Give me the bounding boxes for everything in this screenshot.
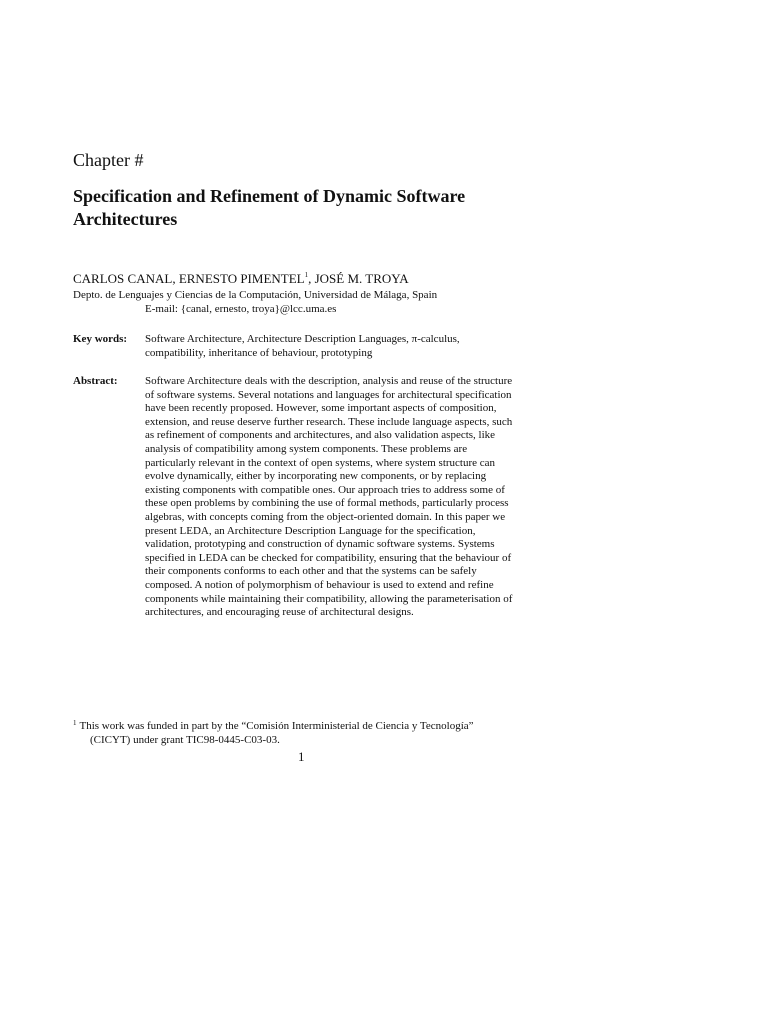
abstract-text: Software Architecture deals with the description, analysis and reuse of the structure of software systems. Several notations and languages for architectural specification have been recently proposed. However, some important aspects of composition, extension, and reuse deserve further research. These include language aspects, such as refinement of components and architectures, and also validation aspects, like analysis of compatibility among system components. These problems are particularly relevant in the context of open systems, where system structure can evolve dynamically, either by incorporating new components, or by replacing existing components with compatible ones. Our approach tries to address some of these open problems by combining the use of formal methods, particularly process algebras, with concepts coming from the object-oriented domain. In this paper we present LEDA, an Architecture Description Language for the specification, validation, prototyping and construction of dynamic software systems. Systems specified in LEDA can be checked for compatibility, ensuring that the behaviour of their components conforms to each other and that the systems can be safely composed. A notion of polymorphism of behaviour is used to extend and refine components while maintaining their compatibility, allowing the parameterisation of architectures, and encouraging reuse of architectural designs.: [145, 375, 513, 619]
author-names-rest: , JOSÉ M. TROYA: [308, 271, 409, 286]
keywords-label: Key words:: [73, 333, 128, 345]
email-line: E-mail: {canal, ernesto, troya}@lcc.uma.es: [145, 303, 337, 315]
abstract-label: Abstract:: [73, 375, 118, 387]
footnote-mark: 1: [73, 719, 77, 727]
footnote-line-1: This work was funded in part by the “Comisión Interministerial de Ciencia y Tecnología”: [79, 720, 474, 732]
author-footnote-mark: 1: [304, 271, 309, 279]
author-list: [73, 271, 409, 287]
keywords-text: Software Architecture, Architecture Description Languages, π-calculus, compatibility, inheritance of behaviour, prototyping: [145, 333, 460, 359]
page-number: 1: [298, 749, 305, 764]
affiliation: Depto. de Lenguajes y Ciencias de la Computación, Universidad de Málaga, Spain: [73, 289, 438, 301]
footnote: [73, 719, 533, 747]
paper-title: Specification and Refinement of Dynamic Software Architectures: [73, 186, 466, 229]
footnote-line-2: (CICYT) under grant TIC98-0445-C03-03.: [90, 734, 280, 746]
author-names: CARLOS CANAL, ERNESTO PIMENTEL: [73, 271, 305, 286]
chapter-heading: Chapter #: [73, 150, 144, 170]
